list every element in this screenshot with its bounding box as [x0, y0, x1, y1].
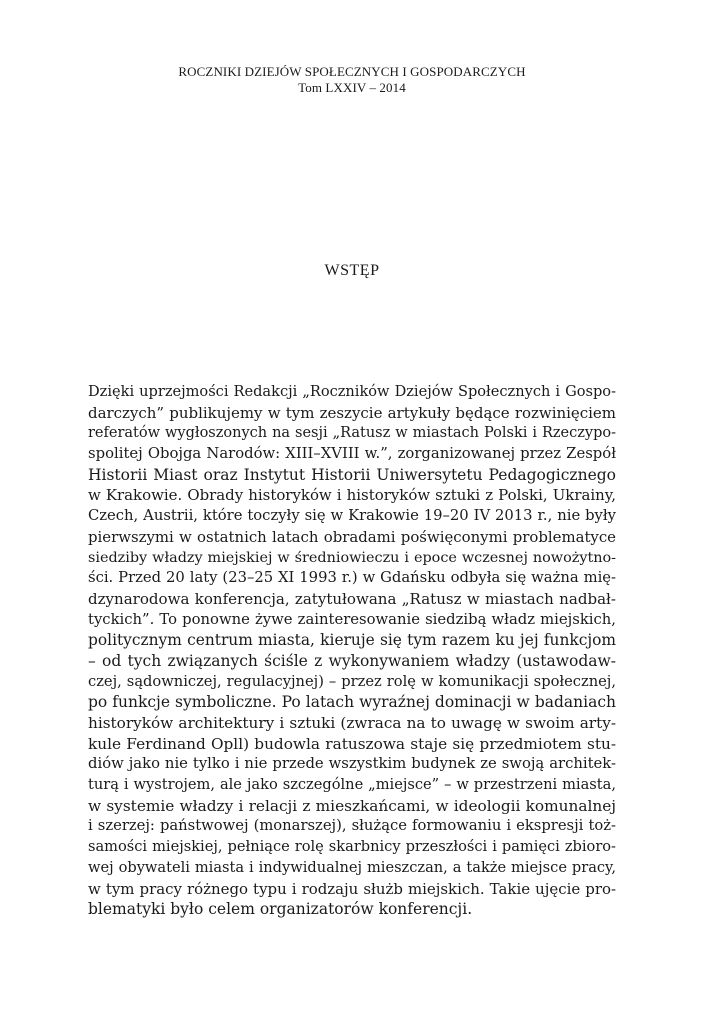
- body-paragraph: [88, 382, 616, 920]
- running-header: [0, 64, 704, 96]
- paragraph-line: i szerzej: państwowej (monarszej), służące formowaniu i ekspresji toż-: [88, 817, 616, 835]
- paragraph-line: kule Ferdinand Opll) budowla ratuszowa staje się przedmiotem stu-: [88, 734, 616, 753]
- paragraph-line: w tym pracy różnego typu i rodzaju służb miejskich. Takie ujęcie pro-: [88, 879, 616, 898]
- volume-info: Tom LXXIV – 2014: [298, 80, 406, 95]
- paragraph-line: referatów wygłoszonych na sesji „Ratusz w miastach Polski i Rzeczypo-: [88, 425, 616, 442]
- paragraph-line: pierwszymi w ostatnich latach obradami poświęconymi problematyce: [88, 527, 616, 546]
- paragraph-line: wej obywateli miasta i indywidualnej mieszczan, a także miejsce pracy,: [88, 858, 616, 876]
- paragraph-line: blematyki było celem organizatorów konferencji.: [88, 900, 473, 919]
- page-title: WSTĘP: [324, 262, 380, 279]
- paragraph-line: samości miejskiej, pełniące rolę skarbnicy przeszłości i pamięci zbioro-: [88, 838, 616, 856]
- paragraph-line: turą i wystrojem, ale jako szczególne „miejsce” – w przestrzeni miasta,: [88, 776, 616, 794]
- paragraph-line: w Krakowie. Obrady historyków i historyków sztuki z Polski, Ukrainy,: [88, 486, 616, 505]
- paragraph-line: Dzięki uprzejmości Redakcji „Roczników Dziejów Społecznych i Gospo-: [88, 383, 616, 400]
- paragraph-line: spolitej Obojga Narodów: XIII–XVIII w.”, zorganizowanej przez Zespół: [88, 445, 616, 463]
- paragraph-line: darczych” publikujemy w tym zeszycie artykuły będące rozwinięciem: [88, 403, 616, 422]
- paragraph-line: czej, sądowniczej, regulacyjnej) – przez rolę w komunikacji społecznej,: [88, 672, 616, 690]
- paragraph-line: politycznym centrum miasta, kieruje się tym razem ku jej funkcjom: [88, 631, 616, 650]
- paragraph-line: – od tych związanych ściśle z wykonywaniem władzy (ustawodaw-: [88, 651, 616, 670]
- paragraph-line: diów jako nie tylko i nie przede wszystkim budynek ze swoją architek-: [88, 755, 616, 773]
- paragraph-line: Historii Miast oraz Instytut Historii Uniwersytetu Pedagogicznego: [88, 465, 616, 484]
- paragraph-line: po funkcje symboliczne. Po latach wyraźnej dominacji w badaniach: [88, 693, 616, 712]
- paragraph-line: Czech, Austrii, które toczyły się w Krakowie 19–20 IV 2013 r., nie były: [88, 507, 616, 525]
- paragraph-line: ści. Przed 20 laty (23–25 XI 1993 r.) w Gdańsku odbyła się ważna mię-: [88, 569, 616, 587]
- paragraph-line: w systemie władzy i relacji z mieszkańcami, w ideologii komunalnej: [88, 796, 616, 815]
- paragraph-line: historyków architektury i sztuki (zwraca na to uwagę w swoim arty-: [88, 714, 616, 732]
- paragraph-line: dzynarodowa konferencja, zatytułowana „Ratusz w miastach nadbał-: [88, 589, 616, 608]
- paragraph-line: tyckich”. To ponowne żywe zainteresowanie siedzibą władz miejskich,: [88, 610, 616, 628]
- journal-title: ROCZNIKI DZIEJÓW SPOŁECZNYCH I GOSPODARCZYCH: [178, 64, 526, 79]
- paragraph-line: siedziby władzy miejskiej w średniowieczu i epoce wczesnej nowożytno-: [88, 549, 616, 566]
